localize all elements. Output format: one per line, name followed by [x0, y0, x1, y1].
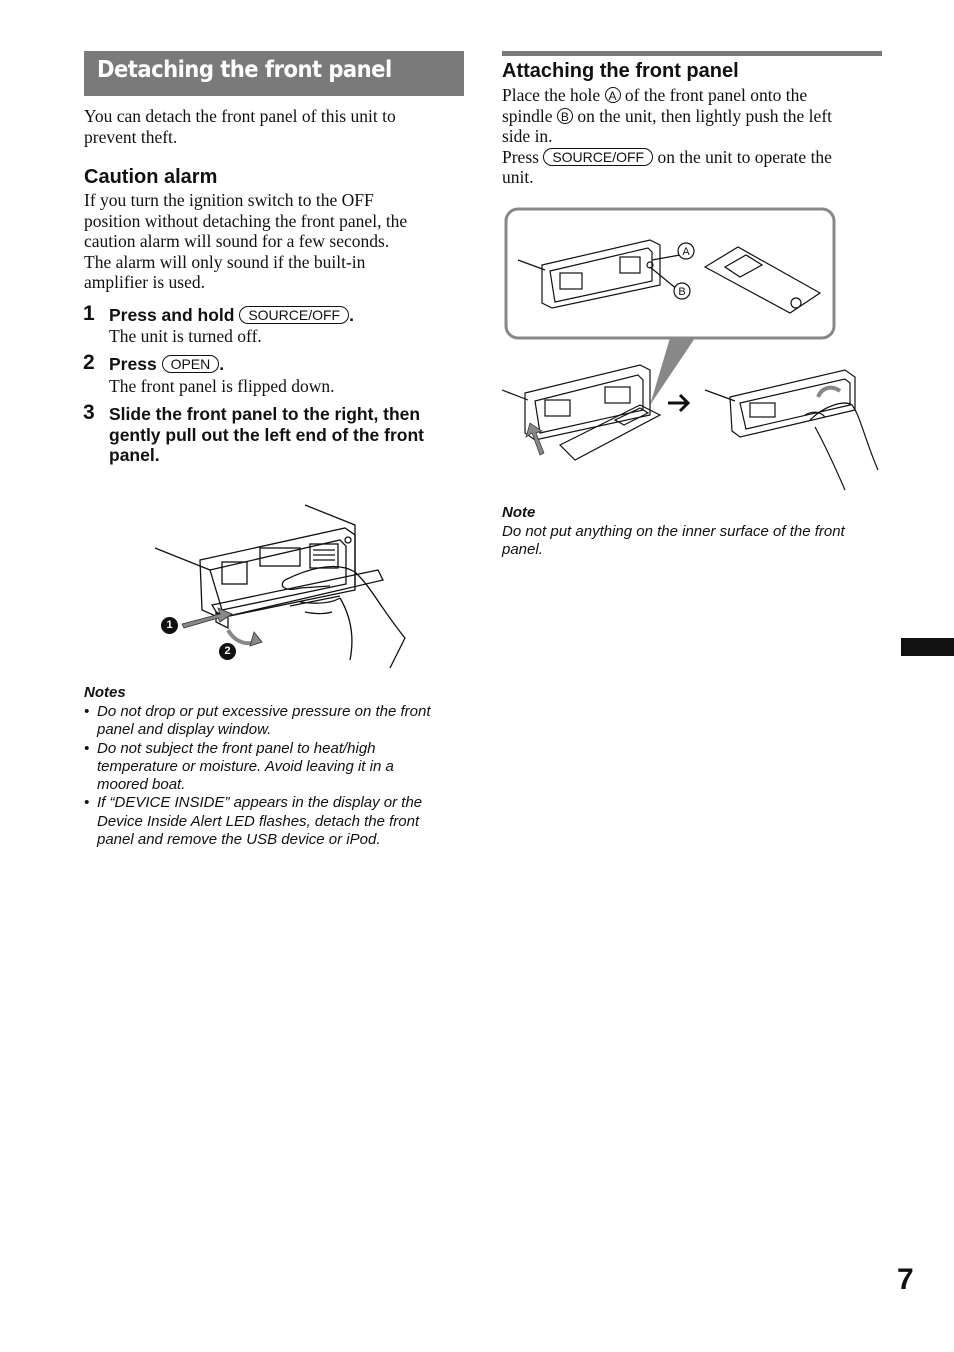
callout-1: 1: [161, 617, 178, 634]
open-key: OPEN: [162, 355, 220, 373]
text-run: Place the hole: [502, 85, 601, 105]
attach-line: side in.: [502, 126, 553, 146]
attach-line: unit.: [502, 167, 534, 187]
caution-line: If you turn the ignition switch to the OFF: [84, 190, 374, 210]
step-number: 2: [83, 351, 95, 374]
note-line: Do not put anything on the inner surface of the front: [502, 523, 845, 540]
note-line: panel and remove the USB device or iPod.: [97, 831, 381, 849]
note-line: panel.: [502, 541, 543, 559]
step-3-instruction: [109, 404, 469, 466]
detach-panel-illustration: [150, 500, 420, 675]
note-line: Device Inside Alert LED flashes, detach the front: [97, 812, 420, 830]
source-off-key: SOURCE/OFF: [239, 306, 349, 324]
caution-heading: Caution alarm: [84, 166, 218, 188]
step-lead: Press: [109, 354, 157, 374]
step-trail: .: [219, 354, 225, 374]
bullet: •: [84, 703, 90, 720]
note-title: Note: [502, 504, 536, 521]
caution-line: caution alarm will sound for a few seconds.: [84, 231, 390, 251]
caution-line: position without detaching the front panel, the: [84, 210, 408, 231]
note-item: [84, 740, 469, 795]
caution-line: The alarm will only sound if the built-in: [84, 251, 366, 272]
note-line: If “DEVICE INSIDE” appears in the display or the: [97, 794, 423, 812]
notes-title: Notes: [84, 684, 126, 701]
note-line: moored boat.: [97, 776, 186, 794]
attach-line: [502, 85, 887, 106]
page-number: 7: [897, 1263, 914, 1296]
attach-heading: Attaching the front panel: [502, 60, 739, 82]
attach-line: [502, 106, 887, 127]
mark-a: A: [605, 87, 621, 103]
step-line: panel.: [109, 445, 160, 465]
step-1-instruction: [109, 305, 354, 326]
figure-label-a: A: [682, 246, 690, 258]
source-off-key: SOURCE/OFF: [543, 148, 653, 166]
text-run: spindle: [502, 105, 553, 126]
section-banner: [84, 51, 464, 96]
step-number: 3: [83, 401, 95, 424]
callout-2: 2: [219, 643, 236, 660]
notes-list: [84, 703, 469, 849]
note-paragraph: [502, 523, 887, 560]
attach-paragraph: [502, 85, 887, 188]
intro-line: prevent theft.: [84, 126, 178, 147]
step-number: 1: [83, 302, 95, 325]
caution-paragraph: [84, 190, 464, 293]
note-item: [84, 703, 469, 740]
text-run: on the unit to operate the: [657, 146, 832, 167]
note-line: temperature or moisture. Avoid leaving it in a: [97, 757, 394, 775]
attach-line: [502, 147, 887, 168]
text-run: Press: [502, 146, 539, 167]
step-2-detail: The front panel is flipped down.: [109, 376, 335, 396]
note-line: Do not subject the front panel to heat/high: [97, 739, 376, 757]
step-trail: .: [349, 305, 354, 325]
text-run: on the unit, then lightly push the left: [577, 105, 833, 126]
note-line: Do not drop or put excessive pressure on the front: [97, 703, 431, 720]
thumb-tab: [901, 638, 954, 656]
text-run: of the front panel onto the: [624, 85, 808, 105]
intro-paragraph: [84, 106, 464, 147]
step-line: Slide the front panel to the right, then: [109, 404, 421, 424]
note-line: panel and display window.: [97, 721, 272, 739]
step-2-instruction: [109, 354, 224, 375]
note-item: [84, 794, 469, 849]
step-lead: Press and hold: [109, 305, 235, 325]
figure-label-b: B: [678, 286, 686, 298]
step-1-detail: The unit is turned off.: [109, 326, 262, 346]
section-rule: [502, 51, 882, 56]
section-title: Detaching the front panel: [97, 57, 392, 83]
bullet: •: [84, 739, 90, 757]
attach-panel-illustration: [500, 205, 882, 497]
bullet: •: [84, 794, 90, 812]
intro-line: You can detach the front panel of this unit to: [84, 106, 396, 126]
caution-line: amplifier is used.: [84, 272, 206, 292]
mark-b: B: [557, 108, 573, 124]
step-line: gently pull out the left end of the front: [109, 424, 424, 445]
